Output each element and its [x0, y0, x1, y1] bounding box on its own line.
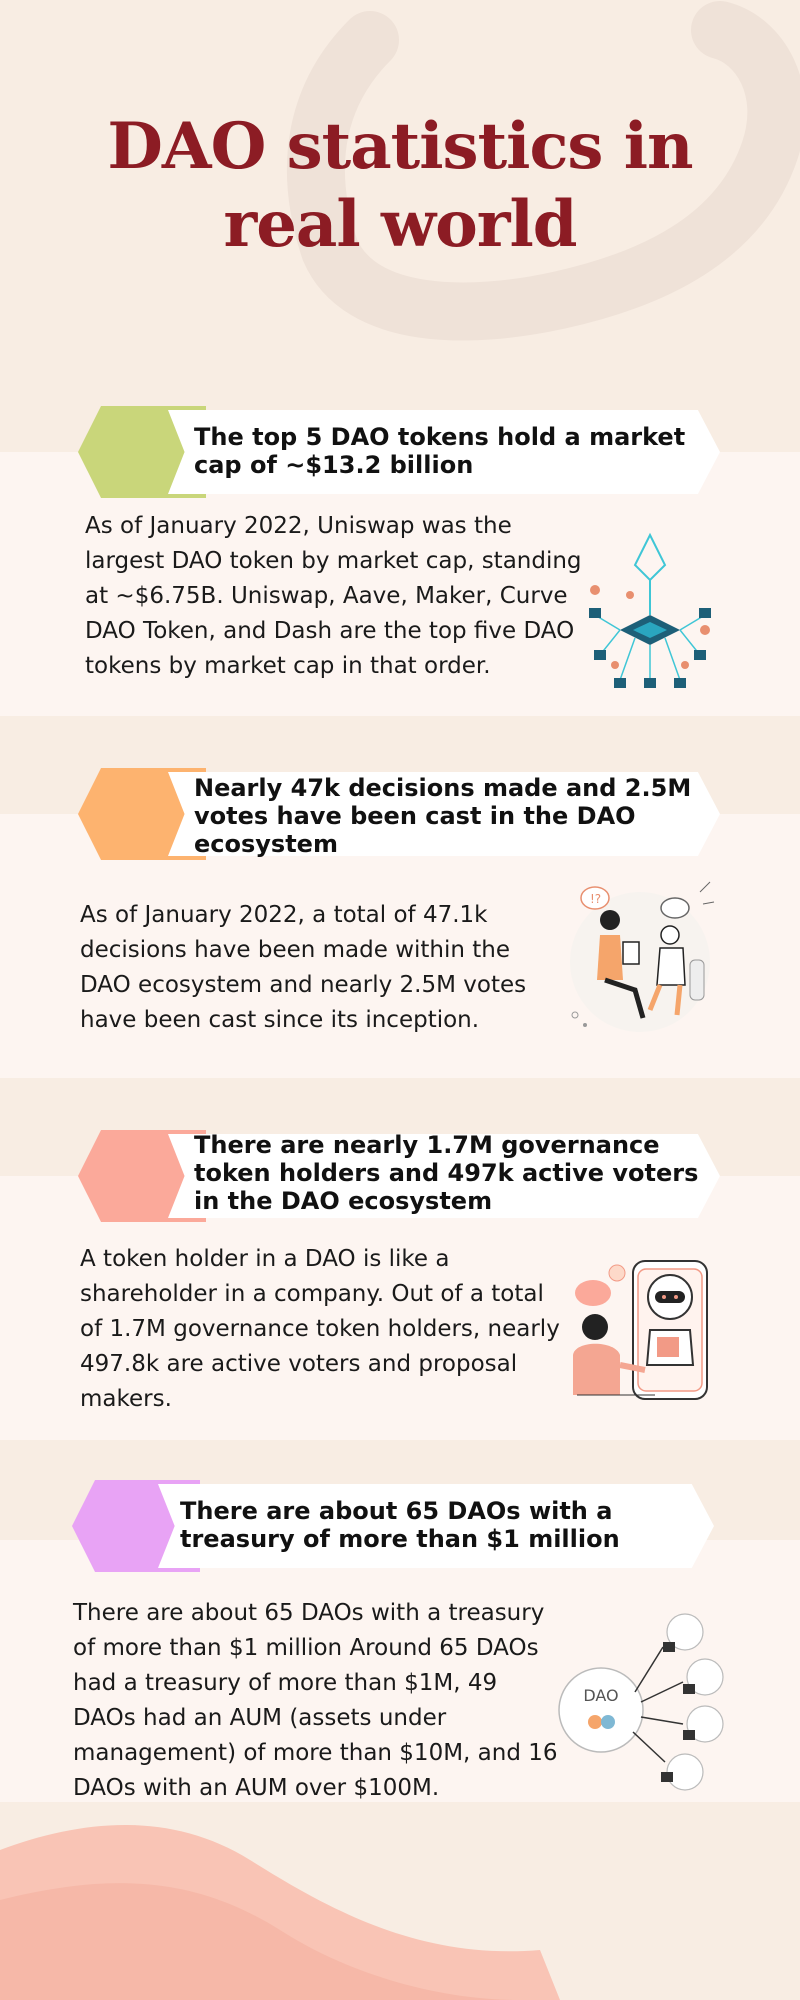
- section-heading-1: The top 5 DAO tokens hold a market cap of ~$13.2 billion: [194, 423, 686, 479]
- section-heading-2: Nearly 47k decisions made and 2.5M votes have been cast in the DAO ecosystem: [194, 774, 692, 858]
- page-title: DAO statistics in real world: [107, 109, 693, 262]
- robot-assistant-icon: [565, 1255, 715, 1405]
- section-heading-4: There are about 65 DAOs with a treasury of more than $1 million: [180, 1497, 620, 1553]
- dao-diagram-label: DAO: [583, 1686, 619, 1705]
- blockchain-network-icon: [585, 530, 715, 705]
- section-body-2: As of January 2022, a total of 47.1k decisions have been made within the DAO ecosystem and nearly 2.5M votes have been cast since its inception.: [80, 902, 527, 1033]
- people-discussion-icon: [565, 880, 715, 1035]
- section-body-3: A token holder in a DAO is like a shareholder in a company. Out of a total of 1.7M governance token holders, nearly 497.8k are active voters and proposal makers.: [80, 1246, 560, 1412]
- section-heading-3: There are nearly 1.7M governance token holders and 497k active voters in the DAO ecosystem: [194, 1131, 699, 1215]
- svg-text:!?: !?: [590, 892, 602, 906]
- section-body-1: As of January 2022, Uniswap was the largest DAO token by market cap, standing at ~$6.75B. Uniswap, Aave, Maker, Curve DAO Token, and Dash are the top five DAO tokens by market cap in that order.: [85, 513, 582, 679]
- section-body-4: There are about 65 DAOs with a treasury of more than $1 million Around 65 DAOs had a treasury of more than $1M, 49 DAOs had an AUM (assets under management) of more than $10M, and 16 DAOs with an AUM over $100M.: [73, 1600, 558, 1801]
- dao-diagram-icon: [555, 1612, 730, 1802]
